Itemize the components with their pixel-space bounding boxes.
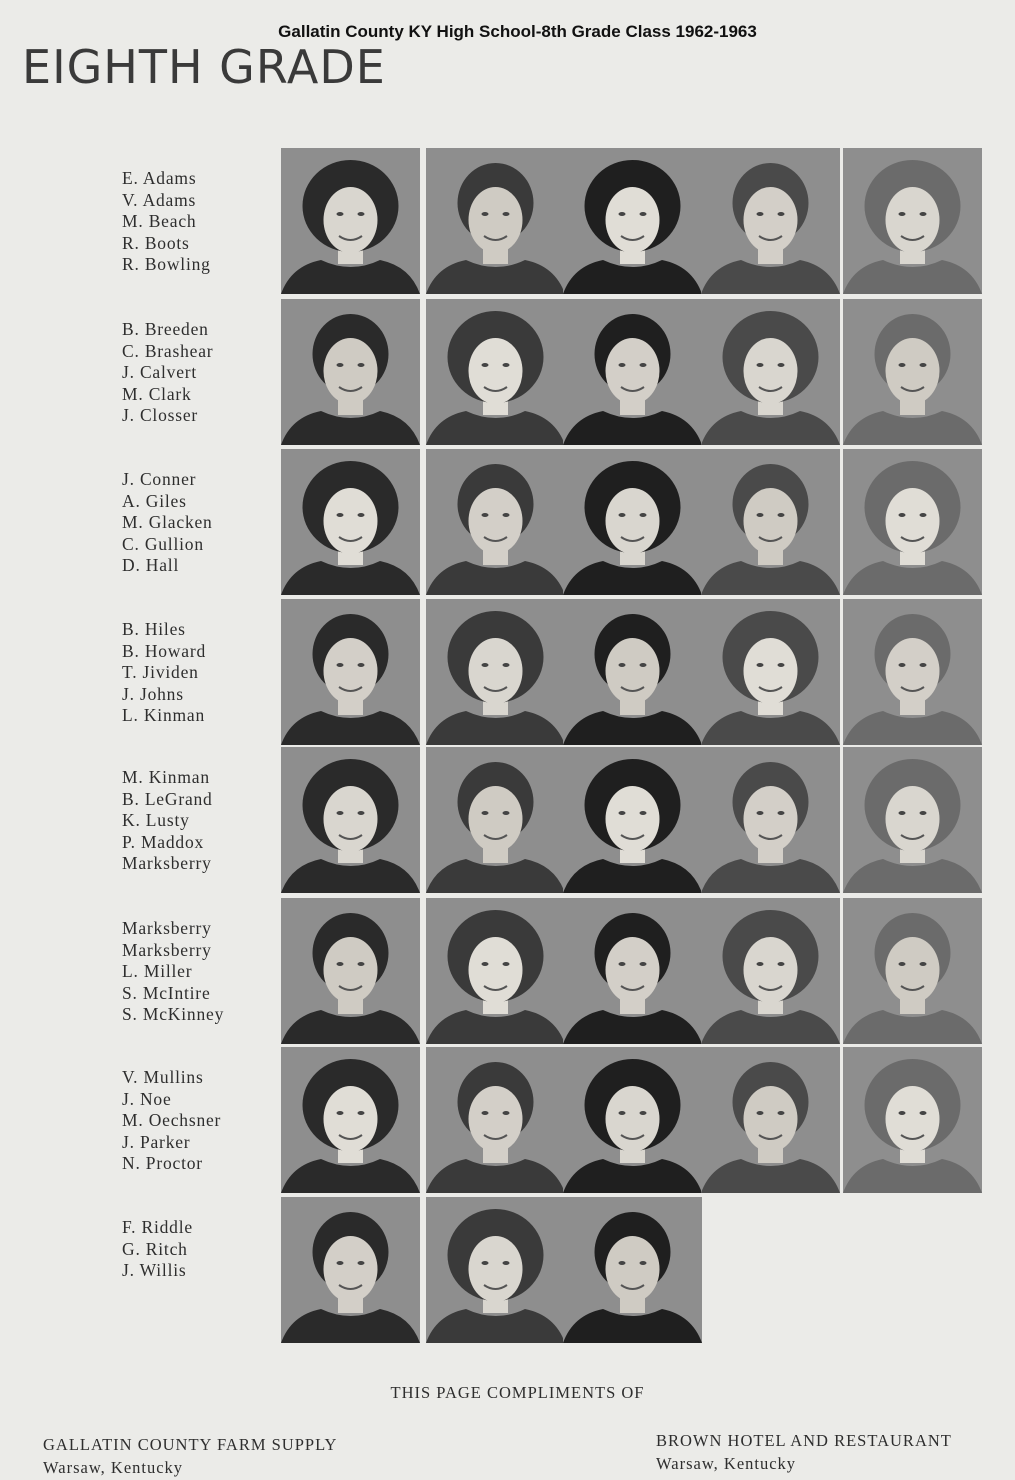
student-name: V. Mullins <box>122 1067 204 1087</box>
student-portrait <box>701 747 840 893</box>
student-name: A. Giles <box>122 490 187 511</box>
student-portrait <box>701 599 840 745</box>
class-row <box>0 299 1015 447</box>
student-name: P. Maddox <box>122 831 205 852</box>
student-name: D. Hall <box>122 555 180 575</box>
student-portrait <box>426 898 565 1044</box>
student-portrait <box>281 599 420 745</box>
student-name: N. Proctor <box>122 1153 203 1173</box>
student-name: G. Ritch <box>122 1238 188 1259</box>
class-row <box>0 747 1015 895</box>
sponsor-right <box>656 1429 952 1475</box>
student-portrait <box>701 148 840 294</box>
student-portrait <box>843 299 982 445</box>
student-name: Marksberry <box>122 853 212 873</box>
student-portrait <box>563 1197 702 1343</box>
student-portrait <box>426 299 565 445</box>
student-portrait <box>843 747 982 893</box>
student-portrait <box>281 148 420 294</box>
sponsor-left-name: GALLATIN COUNTY FARM SUPPLY <box>43 1435 338 1454</box>
name-list <box>122 168 272 276</box>
student-name: Marksberry <box>122 918 212 938</box>
student-portrait <box>563 898 702 1044</box>
student-portrait <box>843 449 982 595</box>
student-portrait <box>281 1047 420 1193</box>
student-portrait <box>426 599 565 745</box>
sponsor-right-location: Warsaw, Kentucky <box>656 1454 797 1473</box>
student-name: M. Kinman <box>122 767 210 787</box>
student-portrait <box>563 449 702 595</box>
student-name: C. Gullion <box>122 533 204 554</box>
name-list <box>122 767 272 875</box>
name-list <box>122 469 272 577</box>
name-list <box>122 1217 272 1282</box>
student-portrait <box>701 299 840 445</box>
student-name: C. Brashear <box>122 340 214 361</box>
student-name: J. Closser <box>122 405 199 425</box>
student-portrait <box>281 449 420 595</box>
student-portrait <box>701 449 840 595</box>
student-portrait <box>426 1047 565 1193</box>
student-portrait <box>563 599 702 745</box>
student-name: J. Calvert <box>122 362 198 382</box>
student-name: B. Breeden <box>122 319 209 339</box>
student-portrait <box>281 1197 420 1343</box>
student-name: F. Riddle <box>122 1217 193 1237</box>
student-name: M. Beach <box>122 211 197 231</box>
page-caption: Gallatin County KY High School-8th Grade Class 1962-1963 <box>278 22 757 41</box>
student-portrait <box>426 148 565 294</box>
student-name: T. Jividen <box>122 662 199 682</box>
student-portrait <box>281 299 420 445</box>
class-row <box>0 898 1015 1046</box>
student-portrait <box>281 898 420 1044</box>
student-name: K. Lusty <box>122 810 190 830</box>
student-name: R. Boots <box>122 232 190 253</box>
class-row <box>0 599 1015 747</box>
student-portrait <box>426 449 565 595</box>
student-name: S. McKinney <box>122 1004 225 1024</box>
student-name: B. Howard <box>122 640 206 661</box>
student-portrait <box>563 1047 702 1193</box>
student-portrait <box>563 148 702 294</box>
name-list <box>122 619 272 727</box>
student-portrait <box>281 747 420 893</box>
student-name: L. Miller <box>122 961 193 981</box>
student-portrait <box>701 1047 840 1193</box>
student-name: V. Adams <box>122 189 197 210</box>
student-name: J. Noe <box>122 1088 172 1109</box>
class-row <box>0 148 1015 296</box>
student-name: J. Conner <box>122 469 197 489</box>
student-portrait <box>426 1197 565 1343</box>
page-title: EIGHTH GRADE <box>22 40 386 94</box>
student-name: J. Johns <box>122 683 184 704</box>
student-portrait <box>843 148 982 294</box>
name-list <box>122 319 272 427</box>
student-portrait <box>426 747 565 893</box>
student-name: B. LeGrand <box>122 788 213 809</box>
student-name: M. Clark <box>122 383 192 404</box>
student-name: B. Hiles <box>122 619 186 639</box>
compliments-line: THIS PAGE COMPLIMENTS OF <box>390 1383 645 1402</box>
student-portrait <box>843 1047 982 1193</box>
class-row <box>0 1197 1015 1345</box>
student-portrait <box>563 747 702 893</box>
student-name: J. Willis <box>122 1260 187 1280</box>
student-name: E. Adams <box>122 168 197 188</box>
sponsor-left <box>43 1433 337 1479</box>
student-name: M. Oechsner <box>122 1110 222 1130</box>
student-portrait <box>843 898 982 1044</box>
student-name: Marksberry <box>122 939 212 960</box>
class-row <box>0 1047 1015 1195</box>
student-portrait <box>701 898 840 1044</box>
student-name: J. Parker <box>122 1131 191 1152</box>
student-name: S. McIntire <box>122 982 211 1003</box>
student-name: L. Kinman <box>122 705 206 725</box>
sponsor-left-location: Warsaw, Kentucky <box>43 1458 184 1477</box>
student-name: M. Glacken <box>122 512 213 532</box>
student-name: R. Bowling <box>122 254 211 274</box>
name-list <box>122 918 272 1026</box>
student-portrait <box>843 599 982 745</box>
sponsor-right-name: BROWN HOTEL AND RESTAURANT <box>656 1431 952 1450</box>
class-row <box>0 449 1015 597</box>
student-portrait <box>563 299 702 445</box>
name-list <box>122 1067 272 1175</box>
